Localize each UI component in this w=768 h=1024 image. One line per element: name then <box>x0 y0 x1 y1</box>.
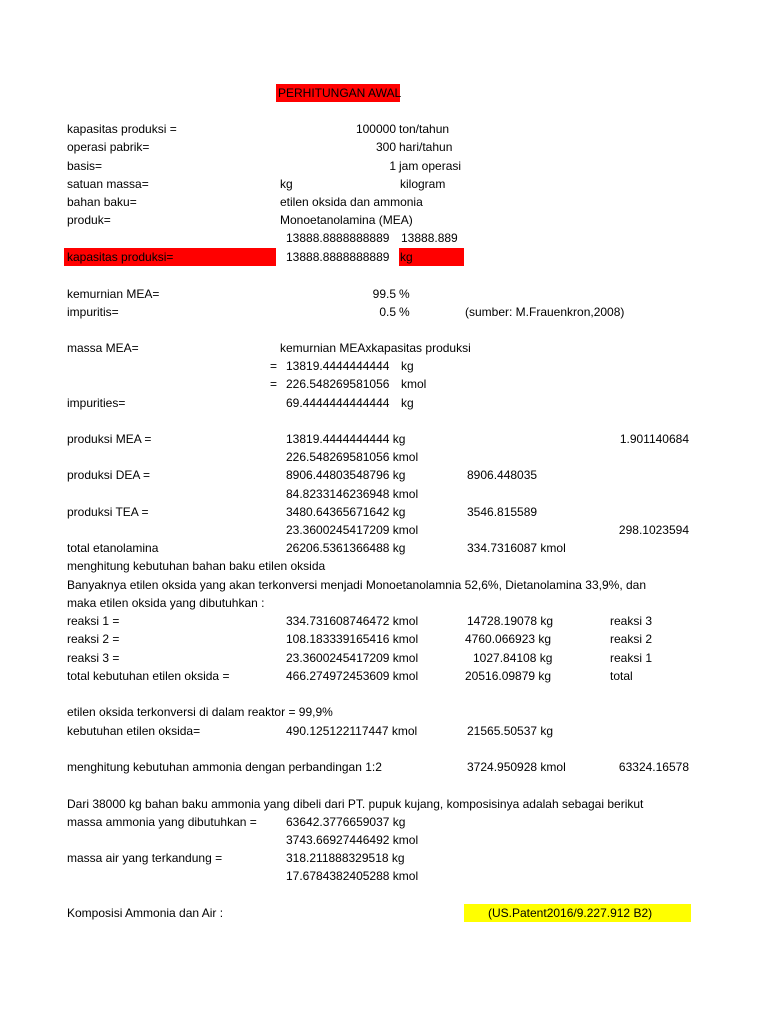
reaksi2-label: reaksi 2 = <box>67 632 120 646</box>
prod-dea-kg2: 8906.448035 <box>467 468 538 482</box>
massa-eq-2: = <box>270 377 278 391</box>
kapasitas-unit: ton/tahun <box>399 122 450 136</box>
kemurnian-label: kemurnian MEA= <box>67 287 160 301</box>
prod-tea-extra: 298.1023594 <box>618 523 689 537</box>
ammonia-label: menghitung kebutuhan ammonia dengan perbandingan 1:2 <box>67 760 382 774</box>
massa-v1: 13819.4444444444 <box>286 359 390 373</box>
impuritis-label: impuritis= <box>67 305 119 319</box>
produk-value: Monoetanolamina (MEA) <box>280 213 413 227</box>
satuan-v1: kg <box>280 177 293 191</box>
basis-value: 1 <box>389 159 396 173</box>
patent-ref: (US.Patent2016/9.227.912 B2) <box>488 906 653 920</box>
menghitung-bb-text: menghitung kebutuhan bahan baku etilen oksida <box>67 559 326 573</box>
produk-label: produk= <box>67 213 111 227</box>
total-eo-kg: 20516.09879 kg <box>465 669 552 683</box>
page-title: PERHITUNGAN AWAL <box>278 86 402 100</box>
impuritis-unit: % <box>399 305 410 319</box>
prod-dea-label: produksi DEA = <box>67 468 151 482</box>
reaksi3-kmol: 23.3600245417209 kmol <box>286 651 419 665</box>
reaksi2-kg: 4760.066923 kg <box>465 632 552 646</box>
prod-tea-kg2: 3546.815589 <box>467 505 538 519</box>
massa-amm-kmol: 3743.66927446492 kmol <box>286 833 419 847</box>
total-eo-note: total <box>610 669 633 683</box>
prod-dea-kmol: 84.8233146236948 kmol <box>286 487 419 501</box>
impuritis-source: (sumber: M.Frauenkron,2008) <box>465 305 625 319</box>
total-eo-kmol: 466.274972453609 kmol <box>286 669 419 683</box>
satuan-label: satuan massa= <box>67 177 149 191</box>
reaksi2-kmol: 108.183339165416 kmol <box>286 632 419 646</box>
komposisi-label: Komposisi Ammonia dan Air : <box>67 906 224 920</box>
massa-v2: 226.548269581056 <box>286 377 390 391</box>
massa-air-label: massa air yang terkandung = <box>67 851 223 865</box>
kap2-unit: kg <box>400 250 413 264</box>
basis-label: basis= <box>67 159 103 173</box>
banyaknya-text: Banyaknya etilen oksida yang akan terkonversi menjadi Monoetanolamnia 52,6%, Dietanolamina 33,9%, dan <box>67 578 647 592</box>
dari-text: Dari 38000 kg bahan baku ammonia yang dibeli dari PT. pupuk kujang, komposisinya adalah sebagai berikut <box>67 797 644 811</box>
prod-tea-label: produksi TEA = <box>67 505 149 519</box>
operasi-value: 300 <box>375 140 396 154</box>
massa-label: massa MEA= <box>67 341 139 355</box>
massa-u1: kg <box>401 359 414 373</box>
reaksi1-label: reaksi 1 = <box>67 614 120 628</box>
total-eo-label: total kebutuhan etilen oksida = <box>67 669 230 683</box>
kapasitas-label: kapasitas produksi = <box>67 122 177 136</box>
massa-u2: kmol <box>401 377 427 391</box>
impurities-unit: kg <box>401 396 414 410</box>
satuan-v2: kilogram <box>400 177 446 191</box>
bahan-value: etilen oksida dan ammonia <box>280 195 423 209</box>
massa-eq-1: = <box>270 359 278 373</box>
kebutuhan-eo-label: kebutuhan etilen oksida= <box>67 724 201 738</box>
reaksi2-note: reaksi 2 <box>610 632 653 646</box>
operasi-unit: hari/tahun <box>399 140 453 154</box>
massa-amm-kg: 63642.3776659037 kg <box>286 815 406 829</box>
prod-tea-kg: 3480.64365671642 kg <box>286 505 406 519</box>
kap2-label: kapasitas produksi= <box>67 250 174 264</box>
impurities-value: 69.4444444444444 <box>286 396 390 410</box>
kemurnian-value: 99.5 <box>372 287 396 301</box>
kebutuhan-eo-kmol: 490.125122117447 kmol <box>286 724 418 738</box>
prod-tea-kmol: 23.3600245417209 kmol <box>286 523 419 537</box>
kapasitas-value: 100000 <box>355 122 396 136</box>
total-eta-label: total etanolamina <box>67 541 159 555</box>
massa-air-kmol: 17.6784382405288 kmol <box>286 869 419 883</box>
kap2-value: 13888.8888888889 <box>286 250 390 264</box>
reaksi1-kmol: 334.731608746472 kmol <box>286 614 419 628</box>
reaksi3-note: reaksi 1 <box>610 651 653 665</box>
reaksi1-kg: 14728.19078 kg <box>467 614 554 628</box>
ammonia-kmol: 3724.950928 kmol <box>467 760 566 774</box>
kebutuhan-eo-kg: 21565.50537 kg <box>467 724 554 738</box>
massa-amm-label: massa ammonia yang dibutuhkan = <box>67 815 257 829</box>
prod-mea-kg: 13819.4444444444 kg <box>286 432 406 446</box>
maka-text: maka etilen oksida yang dibutuhkan : <box>67 596 265 610</box>
massa-formula: kemurnian MEAxkapasitas produksi <box>280 341 471 355</box>
terkonversi-text: etilen oksida terkonversi di dalam reaktor = 99,9% <box>67 705 333 719</box>
kemurnian-unit: % <box>399 287 410 301</box>
produk-v1: 13888.8888888889 <box>286 231 390 245</box>
basis-unit: jam operasi <box>399 159 462 173</box>
massa-air-kg: 318.211888329518 kg <box>286 851 405 865</box>
ammonia-extra: 63324.16578 <box>618 760 689 774</box>
prod-mea-kmol: 226.548269581056 kmol <box>286 450 419 464</box>
reaksi1-note: reaksi 3 <box>610 614 653 628</box>
bahan-label: bahan baku= <box>67 195 137 209</box>
reaksi3-label: reaksi 3 = <box>67 651 120 665</box>
prod-dea-kg: 8906.44803548796 kg <box>286 468 406 482</box>
impurities-label: impurities= <box>67 396 126 410</box>
prod-mea-extra: 1.901140684 <box>619 432 689 446</box>
total-eta-kmol: 334.7316087 kmol <box>467 541 566 555</box>
operasi-label: operasi pabrik= <box>67 140 150 154</box>
produk-v2: 13888.889 <box>401 231 458 245</box>
total-eta-kg: 26206.5361366488 kg <box>286 541 406 555</box>
impuritis-value: 0.5 <box>379 305 396 319</box>
prod-mea-label: produksi MEA = <box>67 432 152 446</box>
reaksi3-kg: 1027.84108 kg <box>473 651 553 665</box>
